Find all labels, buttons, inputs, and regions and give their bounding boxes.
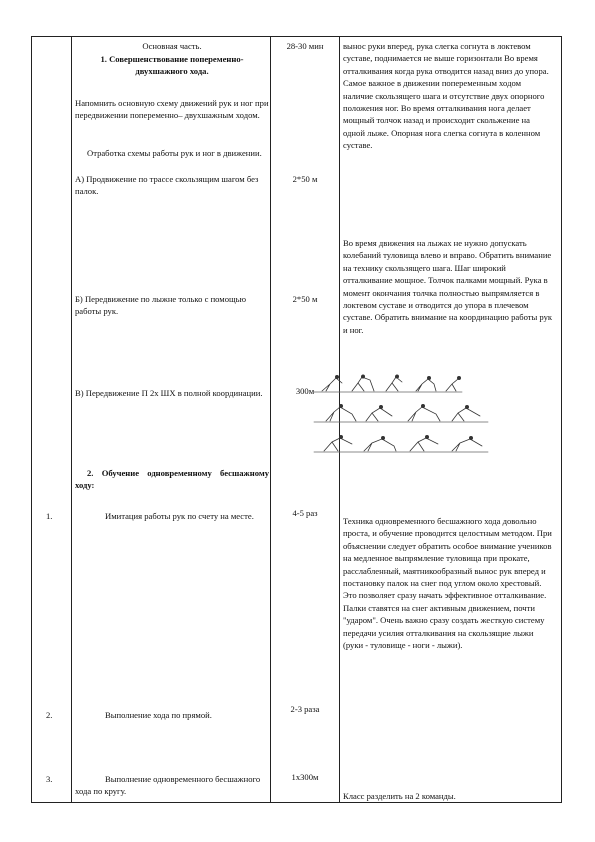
remind-text: Напомнить основную схему движений рук и ног при передвижении попеременно– двухшажным ходом. [75,98,269,121]
dosage-c: 300м [295,386,315,396]
step2-text: Выполнение хода по прямой. [105,710,212,720]
dosage-step3: 1х300м [291,772,319,782]
step3-text: Выполнение одновременного бесшажного хода по кругу. [75,774,261,797]
section-title: Основная часть. [142,41,202,51]
guidance-4: Класс разделить на 2 команды. [343,791,456,801]
guidance-3: Техника одновременного бесшажного хода довольно проста, и обучение проводится целостным методом. При объяснении следует обратить особое внимание учеников на медленное выпрямление туловища при прокате, расслабленный, маятникообразный вынос рук вперед и постановку палок на снег под углом около хрестовый. Это позволяет сразу начать эффективное отталкивание. Палки ставятся на снег активным движением, почти "ударом". Очень важно сразу создать жесткую систему передачи усилия отталкивания на скользящие лыжи (руки - туловище - ноги - лыжи). [343,516,552,651]
dosage-b: 2*50 м [292,294,318,304]
dosage-a: 2*50 м [292,174,318,184]
dosage-main: 28-30 мин [286,41,324,51]
item1-heading: 1. Совершенствование попеременно-двухшажного хода. [100,54,244,77]
guidance-2: Во время движения на лыжах не нужно допускать колебаний туловища влево и вправо. Обратить внимание на технику скользящего шага. Шаг широкий отталкивание мощное. Толчок палками мощный. Рука в момент окончания толчка полностью выпрямляется в локтевом суставе и отводится до упора в плечевом суставе. Обратить внимание на координацию работы рук и ног. [343,238,553,335]
exercise-b: Б) Передвижение по лыжне только с помощью работы рук. [75,294,247,317]
step-number: 2. [46,710,53,720]
step1-text: Имитация работы рук по счету на месте. [105,511,254,521]
item2-heading: 2. Обучение одновременному бесшажному ходу: [75,468,269,491]
column-divider [71,37,72,802]
step-number: 3. [46,774,53,784]
exercise-a: А) Продвижение по трассе скользящим шагом без палок. [75,174,259,197]
skier-figures-icon [312,374,490,458]
guidance-1: вынос руки вперед, рука слегка согнута в локтевом суставе, поднимается не выше горизонтали Во время отталкивания когда рука отводится назад вниз до упора. Самое важное в движении попеременным ходом наличие скользящего шага и отсутствие двух опорного положения ног. Во время отталкивания нога делает мощный толчок назад и происходит скольжение на одной лыже. Опорная нога слегка согнута в коленном суставе. [343,41,549,151]
practice-text: Отработка схемы работы рук и ног в движении. [87,148,262,158]
exercise-c: В) Передвижение П 2х ШХ в полной координации. [75,388,263,398]
dosage-step1: 4-5 раз [292,508,318,518]
step-number: 1. [46,511,53,521]
column-divider [270,37,271,802]
dosage-step2: 2-3 раза [290,704,320,714]
